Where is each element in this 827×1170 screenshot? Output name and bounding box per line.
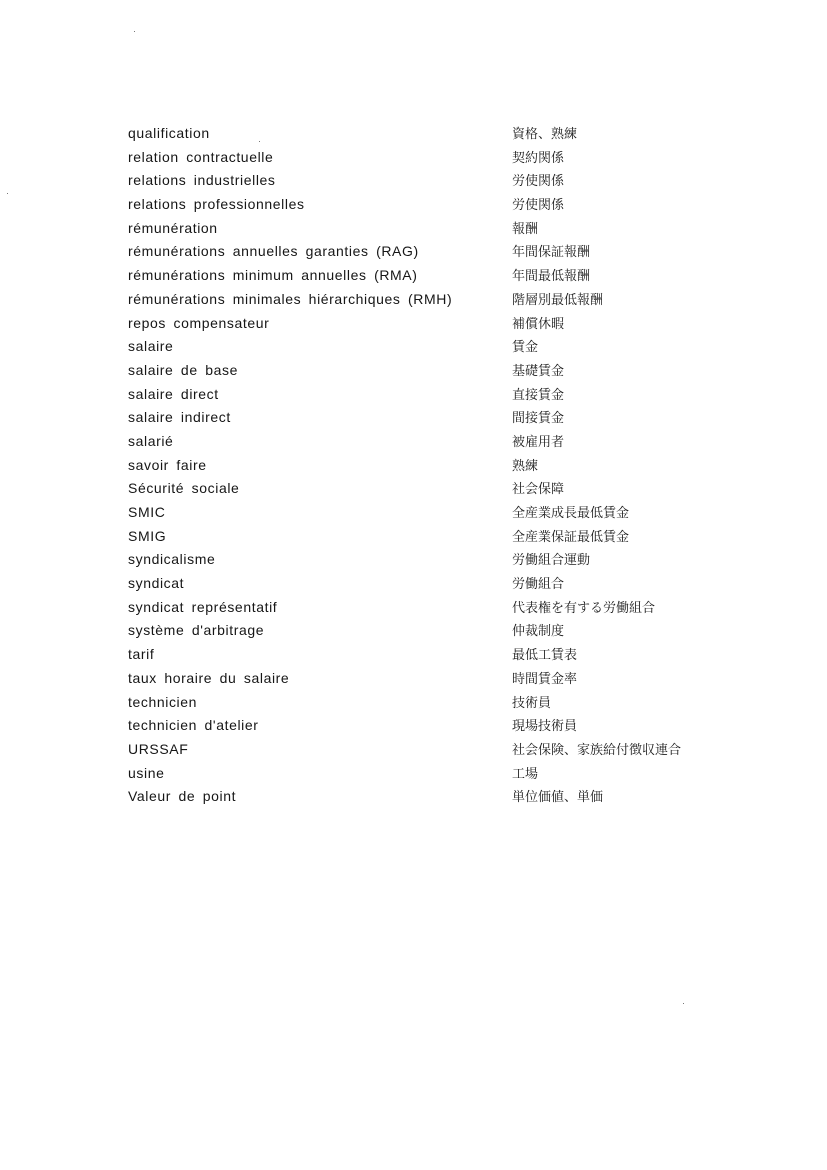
japanese-translation: 階層別最低報酬 [512,292,604,308]
japanese-translation: 代表権を有する労働組合 [512,600,656,616]
japanese-translation: 補償休暇 [512,316,565,332]
glossary-row [128,738,728,762]
glossary-list [128,122,728,809]
japanese-translation: 契約関係 [512,150,565,166]
glossary-row [128,596,728,620]
french-term: salaire de base [128,361,238,378]
glossary-row [128,288,728,312]
japanese-translation: 労働組合運動 [512,553,591,569]
french-term: rémunérations minimum annuelles (RMA) [128,267,418,284]
glossary-row [128,264,728,288]
glossary-row [128,430,728,454]
french-term: qualification [128,125,210,141]
french-term: technicien [128,693,198,710]
french-term: savoir faire [128,456,207,473]
japanese-translation: 技術員 [512,695,552,711]
french-term: repos compensateur [128,314,270,331]
glossary-row [128,383,728,407]
french-term: taux horaire du salaire [128,669,290,686]
glossary-row [128,193,728,217]
glossary-row [128,312,728,336]
japanese-translation: 社会保障 [512,482,565,498]
glossary-row [128,691,728,715]
french-term: syndicat représentatif [128,598,278,615]
japanese-translation: 基礎賃金 [512,363,565,379]
japanese-translation: 現場技術員 [512,719,578,735]
french-term: technicien d'atelier [128,717,259,734]
japanese-translation: 間接賃金 [512,411,565,427]
glossary-row [128,169,728,193]
japanese-translation: 労使関係 [512,174,565,190]
glossary-row [128,572,728,596]
japanese-translation: 資格、熟練 [512,127,578,142]
glossary-row [128,454,728,478]
japanese-translation: 工場 [512,766,539,782]
japanese-translation: 年間最低報酬 [512,269,591,285]
japanese-translation: 被雇用者 [512,434,565,450]
glossary-row [128,643,728,667]
japanese-translation: 報酬 [512,221,539,237]
glossary-row [128,217,728,241]
french-term: SMIG [128,527,167,544]
japanese-translation: 年間保証報酬 [512,245,591,261]
french-term: rémunérations annuelles garanties (RAG) [128,243,419,260]
glossary-row [128,619,728,643]
glossary-row [128,762,728,786]
french-term: syndicalisme [128,551,216,568]
glossary-row [128,477,728,501]
french-term: SMIC [128,504,166,520]
japanese-translation: 仲裁制度 [512,624,565,640]
glossary-row [128,548,728,572]
japanese-translation: 労働組合 [512,577,565,593]
glossary-row [128,714,728,738]
french-term: relations industrielles [128,172,276,189]
glossary-row [128,146,728,170]
glossary-row [128,667,728,691]
scan-speck [134,31,135,32]
glossary-row [128,406,728,430]
glossary-row [128,335,728,359]
french-term: Sécurité sociale [128,480,240,497]
japanese-translation: 時間賃金率 [512,671,578,687]
french-term: salarié [128,432,174,449]
french-term: Valeur de point [128,788,237,805]
french-term: tarif [128,646,155,663]
japanese-translation: 労使関係 [512,198,565,214]
japanese-translation: 最低工賃表 [512,648,578,664]
french-term: relation contractuelle [128,148,274,165]
japanese-translation: 全産業成長最低賃金 [512,506,630,521]
french-term: salaire direct [128,385,219,402]
japanese-translation: 社会保険、家族給付徴収連合 [512,742,682,758]
japanese-translation: 熟練 [512,458,539,474]
french-term: salaire [128,338,174,355]
french-term: syndicat [128,575,185,592]
glossary-row [128,122,728,146]
glossary-row [128,240,728,264]
glossary-row [128,525,728,549]
glossary-row [128,359,728,383]
french-term: salaire indirect [128,409,231,426]
french-term: rémunération [128,219,218,236]
japanese-translation: 単位価値、単価 [512,790,604,806]
scan-speck [683,1003,684,1004]
japanese-translation: 賃金 [512,340,539,356]
glossary-row [128,785,728,809]
japanese-translation: 直接賃金 [512,387,565,403]
french-term: usine [128,764,165,781]
french-term: rémunérations minimales hiérarchiques (RMH) [128,290,453,307]
scan-speck [7,193,8,194]
japanese-translation: 全産業保証最低賃金 [512,529,630,545]
french-term: relations professionnelles [128,196,305,213]
glossary-row [128,501,728,525]
french-term: URSSAF [128,740,189,757]
french-term: système d'arbitrage [128,622,265,639]
